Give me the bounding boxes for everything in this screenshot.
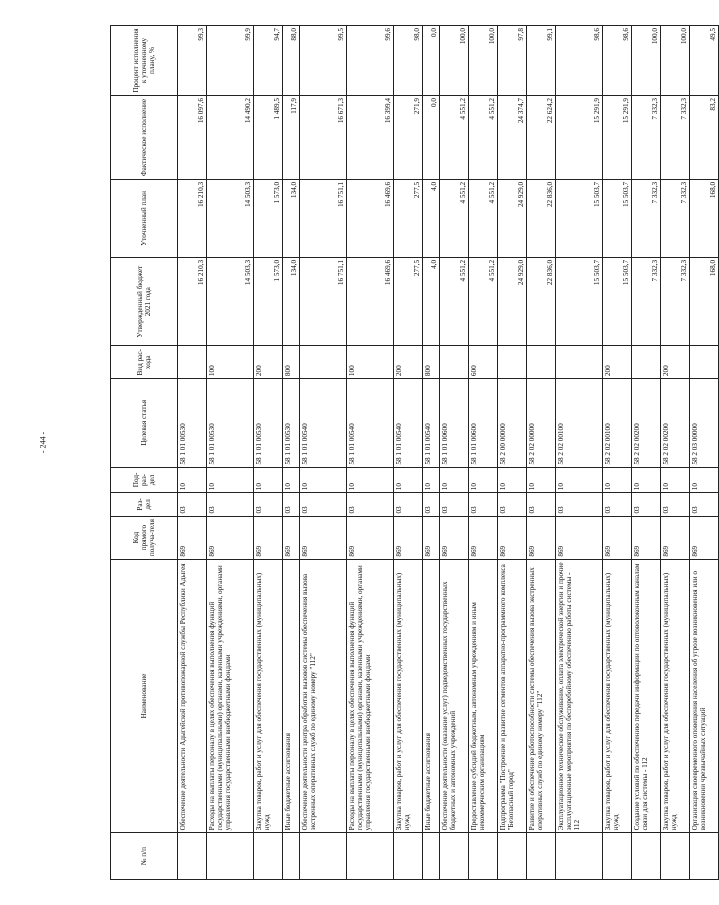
- cell-section: 03: [690, 493, 719, 516]
- cell-recipient-code: 869: [440, 516, 469, 559]
- cell-percent: 97,8: [498, 26, 527, 96]
- cell-percent: 100,0: [632, 26, 661, 96]
- cell-subsection: 10: [527, 467, 556, 493]
- cell-subsection: 10: [498, 467, 527, 493]
- cell-approved-budget: 24 929,0: [498, 257, 527, 346]
- cell-section: 03: [207, 493, 254, 516]
- cell-name: Обеспечение деятельности центра обработки вызовов системы обеспечения вызова экстренных оперативных служб по единому номеру "112": [300, 559, 347, 833]
- cell-actual: 14 490,2: [207, 96, 254, 180]
- cell-target-item: 58 2 00 00000: [498, 379, 527, 468]
- cell-section: 03: [300, 493, 347, 516]
- cell-name: Закупка товаров, работ и услуг для обеспечения государственных (муниципальных) нужд: [394, 559, 423, 833]
- cell-number: [498, 833, 527, 880]
- cell-expense-type: [527, 346, 556, 379]
- cell-recipient-code: 869: [347, 516, 394, 559]
- cell-recipient-code: 869: [556, 516, 603, 559]
- cell-recipient-code: 869: [498, 516, 527, 559]
- cell-percent: 88,0: [283, 26, 300, 96]
- cell-actual: 4 551,2: [469, 96, 498, 180]
- cell-expense-type: 600: [469, 346, 498, 379]
- header-subsection: Под-раз-дел: [111, 467, 178, 493]
- cell-name: Эксплуатационное техническое обслуживание, оплата электрической энергии и прочие эксплуатационные мероприятия по бесперебойному обеспечению работы системы - 112: [556, 559, 603, 833]
- cell-actual: 22 624,2: [527, 96, 556, 180]
- cell-number: [394, 833, 423, 880]
- cell-recipient-code: 869: [690, 516, 719, 559]
- cell-expense-type: [556, 346, 603, 379]
- cell-expense-type: [690, 346, 719, 379]
- table-row: [498, 26, 527, 880]
- cell-percent: 99,3: [178, 26, 207, 96]
- cell-percent: 99,6: [347, 26, 394, 96]
- header-section: Раз-дел: [111, 493, 178, 516]
- budget-table-sheet: [110, 25, 717, 880]
- cell-number: [527, 833, 556, 880]
- cell-number: [347, 833, 394, 880]
- cell-expense-type: 200: [254, 346, 283, 379]
- cell-subsection: 10: [690, 467, 719, 493]
- cell-updated-plan: 16 210,3: [178, 179, 207, 257]
- cell-subsection: 10: [661, 467, 690, 493]
- cell-percent: 49,5: [690, 26, 719, 96]
- cell-name: Расходы на выплаты персоналу в целях обеспечения выполнения функций государственными (муниципальными) органами, казенными учреждениями, органами управления государственными внебюджетными фондами: [347, 559, 394, 833]
- cell-number: [632, 833, 661, 880]
- header-target-item: Целевая статья: [111, 379, 178, 468]
- cell-updated-plan: 4 551,2: [469, 179, 498, 257]
- cell-actual: 0,0: [423, 96, 440, 180]
- cell-number: [207, 833, 254, 880]
- table-row: [300, 26, 347, 880]
- cell-subsection: 10: [178, 467, 207, 493]
- cell-updated-plan: 24 929,0: [498, 179, 527, 257]
- cell-number: [603, 833, 632, 880]
- table-row: [207, 26, 254, 880]
- cell-actual: 7 332,3: [661, 96, 690, 180]
- cell-number: [254, 833, 283, 880]
- cell-percent: 98,6: [556, 26, 603, 96]
- cell-expense-type: [300, 346, 347, 379]
- header-expense-type: Вид рас-хода: [111, 346, 178, 379]
- cell-number: [440, 833, 469, 880]
- cell-name: Подпрограмма "Построение и развитие сегментов аппаратно-программного комплекса "Безопасный город": [498, 559, 527, 833]
- cell-updated-plan: 22 836,0: [527, 179, 556, 257]
- cell-approved-budget: 22 836,0: [527, 257, 556, 346]
- cell-name: Обеспечение деятельности (оказание услуг) подведомственных государственных бюджетных и автономных учреждений: [440, 559, 469, 833]
- cell-section: 03: [632, 493, 661, 516]
- cell-actual: 16 671,3: [300, 96, 347, 180]
- cell-recipient-code: 869: [254, 516, 283, 559]
- cell-updated-plan: 16 751,1: [300, 179, 347, 257]
- cell-name: Иные бюджетные ассигнования: [423, 559, 440, 833]
- cell-approved-budget: 7 332,3: [661, 257, 690, 346]
- cell-updated-plan: 1 573,0: [254, 179, 283, 257]
- cell-target-item: 58 2 02 00200: [632, 379, 661, 468]
- cell-approved-budget: 168,0: [690, 257, 719, 346]
- cell-target-item: 58 2 02 00200: [661, 379, 690, 468]
- table-row: [178, 26, 207, 880]
- cell-subsection: 10: [254, 467, 283, 493]
- cell-target-item: 58 1 01 00600: [440, 379, 469, 468]
- cell-name: Создание условий по обеспечению передачи информации по оптоволоконным каналам связи для системы - 112: [632, 559, 661, 833]
- cell-section: 03: [603, 493, 632, 516]
- cell-subsection: 10: [423, 467, 440, 493]
- cell-recipient-code: 869: [632, 516, 661, 559]
- cell-percent: 98,0: [394, 26, 423, 96]
- cell-recipient-code: 869: [603, 516, 632, 559]
- cell-updated-plan: 15 503,7: [603, 179, 632, 257]
- cell-percent: 99,5: [300, 26, 347, 96]
- cell-target-item: 58 2 02 00100: [603, 379, 632, 468]
- cell-subsection: 10: [207, 467, 254, 493]
- cell-number: [661, 833, 690, 880]
- cell-updated-plan: 277,5: [394, 179, 423, 257]
- cell-updated-plan: 16 469,6: [347, 179, 394, 257]
- cell-subsection: 10: [300, 467, 347, 493]
- cell-expense-type: [178, 346, 207, 379]
- cell-name: Закупка товаров, работ и услуг для обеспечения государственных (муниципальных) нужд: [254, 559, 283, 833]
- cell-section: 03: [178, 493, 207, 516]
- cell-target-item: 58 1 01 00530: [207, 379, 254, 468]
- table-row: [556, 26, 603, 880]
- cell-section: 03: [254, 493, 283, 516]
- cell-target-item: 58 1 01 00540: [347, 379, 394, 468]
- cell-section: 03: [440, 493, 469, 516]
- cell-percent: 0,0: [423, 26, 440, 96]
- header-percent: Процент исполнения к уточненному плану, %: [111, 26, 178, 96]
- cell-actual: 16 399,4: [347, 96, 394, 180]
- page-number: - 244 -: [38, 431, 48, 454]
- table-row: [254, 26, 283, 880]
- cell-recipient-code: 869: [207, 516, 254, 559]
- cell-section: 03: [469, 493, 498, 516]
- cell-actual: 15 291,9: [603, 96, 632, 180]
- cell-subsection: 10: [603, 467, 632, 493]
- cell-target-item: 58 2 03 00000: [690, 379, 719, 468]
- cell-recipient-code: 869: [423, 516, 440, 559]
- cell-section: 03: [347, 493, 394, 516]
- cell-recipient-code: 869: [300, 516, 347, 559]
- cell-approved-budget: 16 210,3: [178, 257, 207, 346]
- cell-recipient-code: 869: [394, 516, 423, 559]
- cell-actual: 7 332,3: [632, 96, 661, 180]
- cell-section: 03: [394, 493, 423, 516]
- cell-subsection: 10: [556, 467, 603, 493]
- header-updated-plan: Уточненный план: [111, 179, 178, 257]
- cell-target-item: 58 1 01 00540: [394, 379, 423, 468]
- cell-recipient-code: 869: [527, 516, 556, 559]
- table-row: [469, 26, 498, 880]
- table-row: [440, 26, 469, 880]
- cell-expense-type: [440, 346, 469, 379]
- cell-approved-budget: 1 573,0: [254, 257, 283, 346]
- table-row: [661, 26, 690, 880]
- cell-name: Организация своевременного оповещения населения об угрозе возникновения или о возникновении чрезвычайных ситуаций: [690, 559, 719, 833]
- cell-section: 03: [283, 493, 300, 516]
- cell-number: [178, 833, 207, 880]
- cell-updated-plan: 168,0: [690, 179, 719, 257]
- cell-percent: 100,0: [469, 26, 498, 96]
- cell-recipient-code: 869: [178, 516, 207, 559]
- table-row: [527, 26, 556, 880]
- cell-section: 03: [556, 493, 603, 516]
- cell-target-item: 58 1 01 00600: [469, 379, 498, 468]
- cell-percent: 100,0: [440, 26, 469, 96]
- cell-actual: 83,2: [690, 96, 719, 180]
- cell-target-item: 58 1 01 00530: [178, 379, 207, 468]
- table-row: [690, 26, 719, 880]
- cell-number: [283, 833, 300, 880]
- header-name: Наименование: [111, 559, 178, 833]
- cell-target-item: 58 1 01 00530: [283, 379, 300, 468]
- cell-approved-budget: 4,0: [423, 257, 440, 346]
- cell-section: 03: [498, 493, 527, 516]
- cell-name: Иные бюджетные ассигнования: [283, 559, 300, 833]
- cell-expense-type: [498, 346, 527, 379]
- cell-subsection: 10: [469, 467, 498, 493]
- cell-subsection: 10: [440, 467, 469, 493]
- cell-name: Развитие и обеспечение работоспособности системы обеспечения вызова экстренных оперативных служб по единому номеру "112": [527, 559, 556, 833]
- cell-updated-plan: 7 332,3: [632, 179, 661, 257]
- cell-recipient-code: 869: [469, 516, 498, 559]
- cell-subsection: 10: [632, 467, 661, 493]
- cell-recipient-code: 869: [283, 516, 300, 559]
- cell-percent: 99,1: [527, 26, 556, 96]
- header-recipient-code: Код прямого получа-теля: [111, 516, 178, 559]
- cell-approved-budget: 134,0: [283, 257, 300, 346]
- cell-updated-plan: 4,0: [423, 179, 440, 257]
- cell-name: Закупка товаров, работ и услуг для обеспечения государственных (муниципальных) нужд: [661, 559, 690, 833]
- cell-expense-type: 200: [661, 346, 690, 379]
- cell-number: [423, 833, 440, 880]
- cell-expense-type: 800: [283, 346, 300, 379]
- table-row: [603, 26, 632, 880]
- cell-updated-plan: 7 332,3: [661, 179, 690, 257]
- cell-updated-plan: 4 551,2: [440, 179, 469, 257]
- cell-updated-plan: 14 503,3: [207, 179, 254, 257]
- table-row: [423, 26, 440, 880]
- cell-expense-type: 200: [394, 346, 423, 379]
- cell-name: Предоставление субсидий бюджетным, автономным учреждениям и иным некоммерческим организациям: [469, 559, 498, 833]
- cell-approved-budget: 16 751,1: [300, 257, 347, 346]
- cell-target-item: 58 2 02 00000: [527, 379, 556, 468]
- cell-actual: 15 291,9: [556, 96, 603, 180]
- cell-name: Обеспечение деятельности Адыгейской противопожарной службы Республики Адыгея: [178, 559, 207, 833]
- cell-approved-budget: 16 469,6: [347, 257, 394, 346]
- cell-percent: 94,7: [254, 26, 283, 96]
- cell-approved-budget: 4 551,2: [440, 257, 469, 346]
- cell-subsection: 10: [283, 467, 300, 493]
- table-row: [632, 26, 661, 880]
- cell-approved-budget: 277,5: [394, 257, 423, 346]
- cell-actual: 24 374,7: [498, 96, 527, 180]
- cell-approved-budget: 15 503,7: [603, 257, 632, 346]
- cell-actual: 1 489,5: [254, 96, 283, 180]
- header-approved-budget: Утвержденный бюджет 2021 года: [111, 257, 178, 346]
- cell-subsection: 10: [347, 467, 394, 493]
- table-header-row: [111, 26, 178, 880]
- cell-number: [690, 833, 719, 880]
- cell-percent: 100,0: [661, 26, 690, 96]
- cell-recipient-code: 869: [661, 516, 690, 559]
- cell-approved-budget: 15 503,7: [556, 257, 603, 346]
- cell-expense-type: 100: [207, 346, 254, 379]
- cell-actual: 271,9: [394, 96, 423, 180]
- cell-expense-type: 100: [347, 346, 394, 379]
- table-row: [347, 26, 394, 880]
- cell-target-item: 58 1 01 00530: [254, 379, 283, 468]
- cell-approved-budget: 7 332,3: [632, 257, 661, 346]
- cell-expense-type: 200: [603, 346, 632, 379]
- cell-subsection: 10: [394, 467, 423, 493]
- cell-name: Расходы на выплаты персоналу в целях обеспечения выполнения функций государственными (муниципальными) органами, казенными учреждениями, органами управления государственными внебюджетными фондами: [207, 559, 254, 833]
- cell-number: [469, 833, 498, 880]
- table-row: [394, 26, 423, 880]
- cell-target-item: 58 2 02 00100: [556, 379, 603, 468]
- cell-target-item: 58 1 01 00540: [300, 379, 347, 468]
- cell-approved-budget: 14 503,3: [207, 257, 254, 346]
- cell-section: 03: [661, 493, 690, 516]
- cell-actual: 4 551,2: [440, 96, 469, 180]
- cell-updated-plan: 15 503,7: [556, 179, 603, 257]
- cell-updated-plan: 134,0: [283, 179, 300, 257]
- cell-actual: 16 097,6: [178, 96, 207, 180]
- cell-expense-type: [632, 346, 661, 379]
- header-actual: Фактическое исполнение: [111, 96, 178, 180]
- cell-name: Закупка товаров, работ и услуг для обеспечения государственных (муниципальных) нужд: [603, 559, 632, 833]
- cell-percent: 98,6: [603, 26, 632, 96]
- cell-approved-budget: 4 551,2: [469, 257, 498, 346]
- cell-expense-type: 800: [423, 346, 440, 379]
- cell-actual: 117,9: [283, 96, 300, 180]
- budget-execution-table: [110, 25, 719, 880]
- header-number: № п/п: [111, 833, 178, 880]
- cell-target-item: 58 1 01 00540: [423, 379, 440, 468]
- table-row: [283, 26, 300, 880]
- cell-section: 03: [527, 493, 556, 516]
- cell-percent: 99,9: [207, 26, 254, 96]
- cell-number: [556, 833, 603, 880]
- cell-section: 03: [423, 493, 440, 516]
- cell-number: [300, 833, 347, 880]
